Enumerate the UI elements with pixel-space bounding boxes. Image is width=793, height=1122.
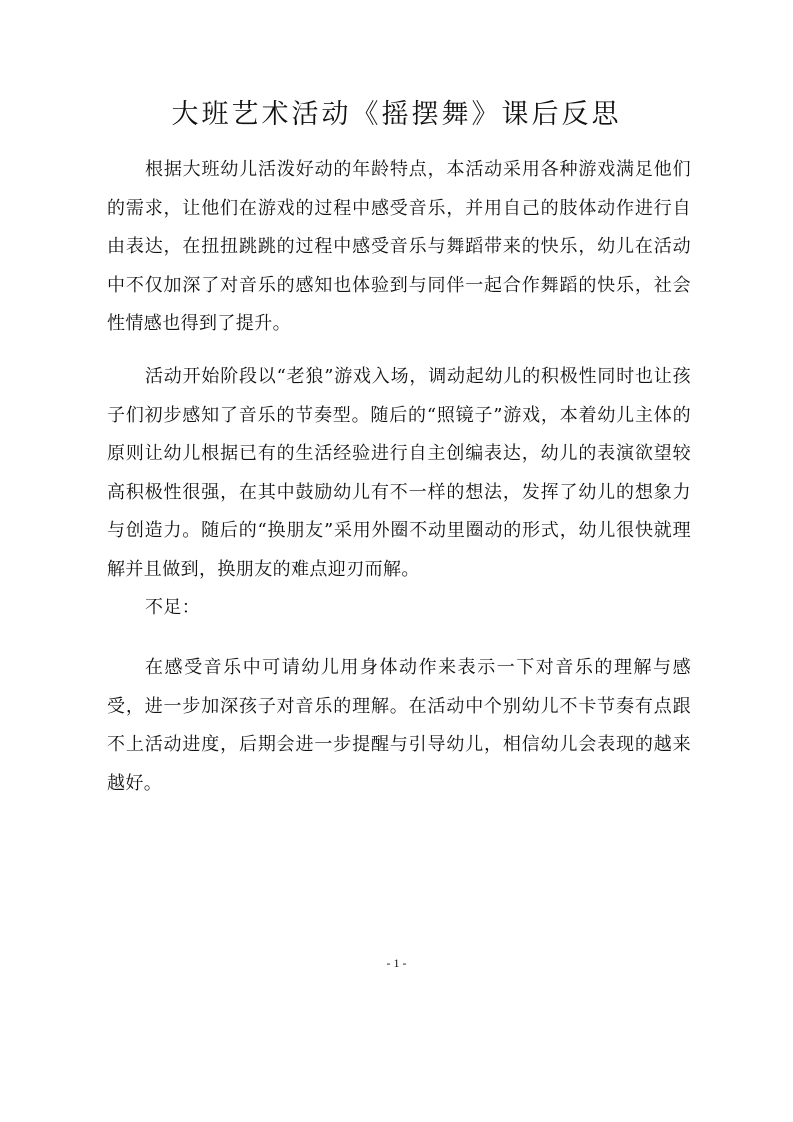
paragraph-shortcomings: 在感受音乐中可请幼儿用身体动作来表示一下对音乐的理解与感受，进一步加深孩子对音乐的理解。在活动中个别幼儿不卡节奏有点跟不上活动进度，后期会进一步提醒与引导幼儿，相信幼儿会表现的越来越好。 xyxy=(107,657,691,794)
paragraph-shortcomings-heading: 不足： xyxy=(145,597,201,618)
paragraph-intro: 根据大班幼儿活泼好动的年龄特点，本活动采用各种游戏满足他们的需求，让他们在游戏的过程中感受音乐，并用自己的肢体动作进行自由表达，在扭扭跳跳的过程中感受音乐与舞蹈带来的快乐，幼儿在活动中不仅加深了对音乐的感知也体验到与同伴一起合作舞蹈的快乐，社会性情感也得到了提升。 xyxy=(107,159,691,334)
paragraph-activity-process: 活动开始阶段以“老狼”游戏入场，调动起幼儿的积极性同时也让孩子们初步感知了音乐的节奏型。随后的“照镜子”游戏，本着幼儿主体的原则让幼儿根据已有的生活经验进行自主创编表达，幼儿的表演欲望较高积极性很强，在其中鼓励幼儿有不一样的想法，发挥了幼儿的想象力与创造力。随后的“换朋友”采用外圈不动里圈动的形式，幼儿很快就理解并且做到，换朋友的难点迎刃而解。 xyxy=(107,366,691,580)
page-number: - 1 - xyxy=(386,956,407,970)
page-title: 大班艺术活动《摇摆舞》课后反思 xyxy=(171,99,622,130)
